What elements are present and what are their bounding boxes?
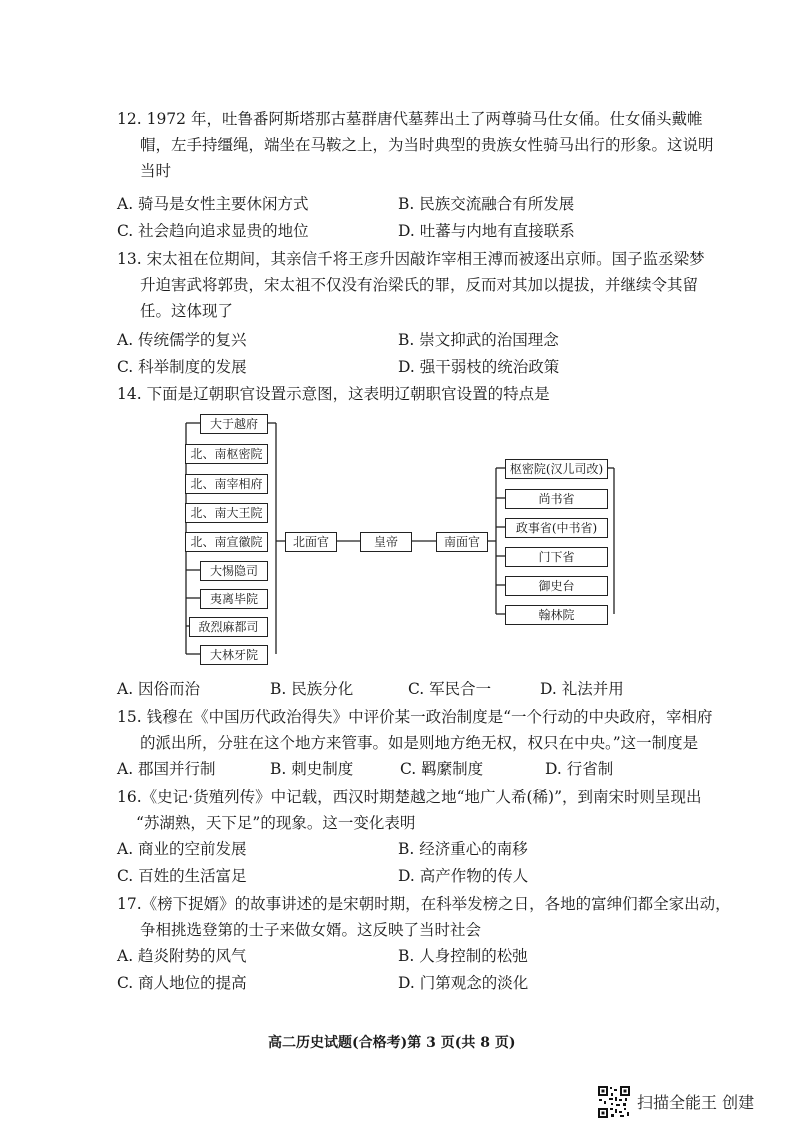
q17-option-b: B. 人身控制的松弛 xyxy=(398,947,528,965)
q17-option-c: C. 商人地位的提高 xyxy=(117,974,247,992)
emperor-box: 皇帝 xyxy=(360,532,412,552)
left-office-5: 北、南宣徽院 xyxy=(185,532,268,552)
right-office-4: 门下省 xyxy=(505,547,608,567)
south-officials-box: 南面官 xyxy=(436,532,488,552)
q13-option-d: D. 强干弱枝的统治政策 xyxy=(398,358,560,376)
page-footer: 高二历史试题(合格考)第 3 页(共 8 页) xyxy=(268,1035,516,1051)
q16-line1: 16.《史记·货殖列传》中记载，西汉时期楚越之地“地广人希(稀)”，到南宋时则呈现出 xyxy=(117,788,702,806)
q17-line2: 争相挑选登第的士子来做女婿。这反映了当时社会 xyxy=(140,921,482,939)
q12-option-b: B. 民族交流融合有所发展 xyxy=(398,195,575,213)
q17-option-d: D. 门第观念的淡化 xyxy=(398,974,529,992)
q13-option-a: A. 传统儒学的复兴 xyxy=(117,331,247,349)
q12-line2: 帽，左手持缰绳，端坐在马鞍之上，为当时典型的贵族女性骑马出行的形象。这说明 xyxy=(140,136,714,154)
left-office-1: 大于越府 xyxy=(200,414,268,434)
q15-line1: 15. 钱穆在《中国历代政治得失》中评价某一政治制度是“一个行动的中央政府，宰相府 xyxy=(117,708,713,726)
q12-option-a: A. 骑马是女性主要休闲方式 xyxy=(117,195,309,213)
q13-line1: 13. 宋太祖在位期间，其亲信千将王彦升因敲诈宰相王溥而被逐出京师。国子监丞梁梦 xyxy=(117,250,705,268)
q14-option-d: D. 礼法并用 xyxy=(540,680,624,698)
right-office-6: 翰林院 xyxy=(505,605,608,625)
q13-option-b: B. 崇文抑武的治国理念 xyxy=(398,331,559,349)
scanner-watermark-text: 扫描全能王 创建 xyxy=(637,1093,755,1112)
left-office-7: 夷离毕院 xyxy=(200,589,268,609)
q13-line2: 升迫害武将郭贵，宋太祖不仅没有治梁氏的罪，反而对其加以提拔，并继续令其留 xyxy=(140,276,699,294)
q17-option-a: A. 趋炎附势的风气 xyxy=(117,947,247,965)
q15-option-c: C. 羁縻制度 xyxy=(400,760,484,778)
right-office-1: 枢密院(汉儿司改) xyxy=(505,459,608,479)
q14-option-c: C. 军民合一 xyxy=(408,680,492,698)
right-office-2: 尚书省 xyxy=(505,489,608,509)
q14-option-a: A. 因俗而治 xyxy=(117,680,201,698)
q16-option-a: A. 商业的空前发展 xyxy=(117,840,247,858)
q15-option-b: B. 刺史制度 xyxy=(270,760,354,778)
left-office-9: 大林牙院 xyxy=(200,645,268,665)
left-office-3: 北、南宰相府 xyxy=(185,474,268,494)
q15-line2: 的派出所，分驻在这个地方来管事。如是则地方绝无权，权只在中央。”这一制度是 xyxy=(140,734,699,752)
q14-option-b: B. 民族分化 xyxy=(270,680,354,698)
q12-option-d: D. 吐蕃与内地有直接联系 xyxy=(398,222,575,240)
north-officials-box: 北面官 xyxy=(285,532,337,552)
q16-option-c: C. 百姓的生活富足 xyxy=(117,867,247,885)
q12-line3: 当时 xyxy=(140,162,172,180)
q17-line1: 17.《榜下捉婿》的故事讲述的是宋朝时期，在科举发榜之日，各地的富绅们都全家出动， xyxy=(117,895,731,913)
right-office-3: 政事省(中书省) xyxy=(505,518,608,538)
q16-line2: “苏湖熟，天下足”的现象。这一变化表明 xyxy=(136,814,416,832)
q13-line3: 任。这体现了 xyxy=(140,302,234,320)
left-office-4: 北、南大王院 xyxy=(185,503,268,523)
q16-option-d: D. 高产作物的传人 xyxy=(398,867,529,885)
q13-option-c: C. 科举制度的发展 xyxy=(117,358,247,376)
q15-option-a: A. 郡国并行制 xyxy=(117,760,216,778)
qr-code-icon xyxy=(597,1085,631,1119)
left-office-6: 大惕隐司 xyxy=(200,561,268,581)
q15-option-d: D. 行省制 xyxy=(545,760,614,778)
right-office-5: 御史台 xyxy=(505,576,608,596)
q14-line1: 14. 下面是辽朝职官设置示意图，这表明辽朝职官设置的特点是 xyxy=(117,385,550,403)
q12-option-c: C. 社会趋向追求显贵的地位 xyxy=(117,222,309,240)
q12-line1: 12. 1972 年，吐鲁番阿斯塔那古墓群唐代墓葬出土了两尊骑马仕女俑。仕女俑头戴帷 xyxy=(117,110,703,128)
left-office-8: 敌烈麻都司 xyxy=(189,617,268,637)
left-office-2: 北、南枢密院 xyxy=(185,444,268,464)
q16-option-b: B. 经济重心的南移 xyxy=(398,840,528,858)
